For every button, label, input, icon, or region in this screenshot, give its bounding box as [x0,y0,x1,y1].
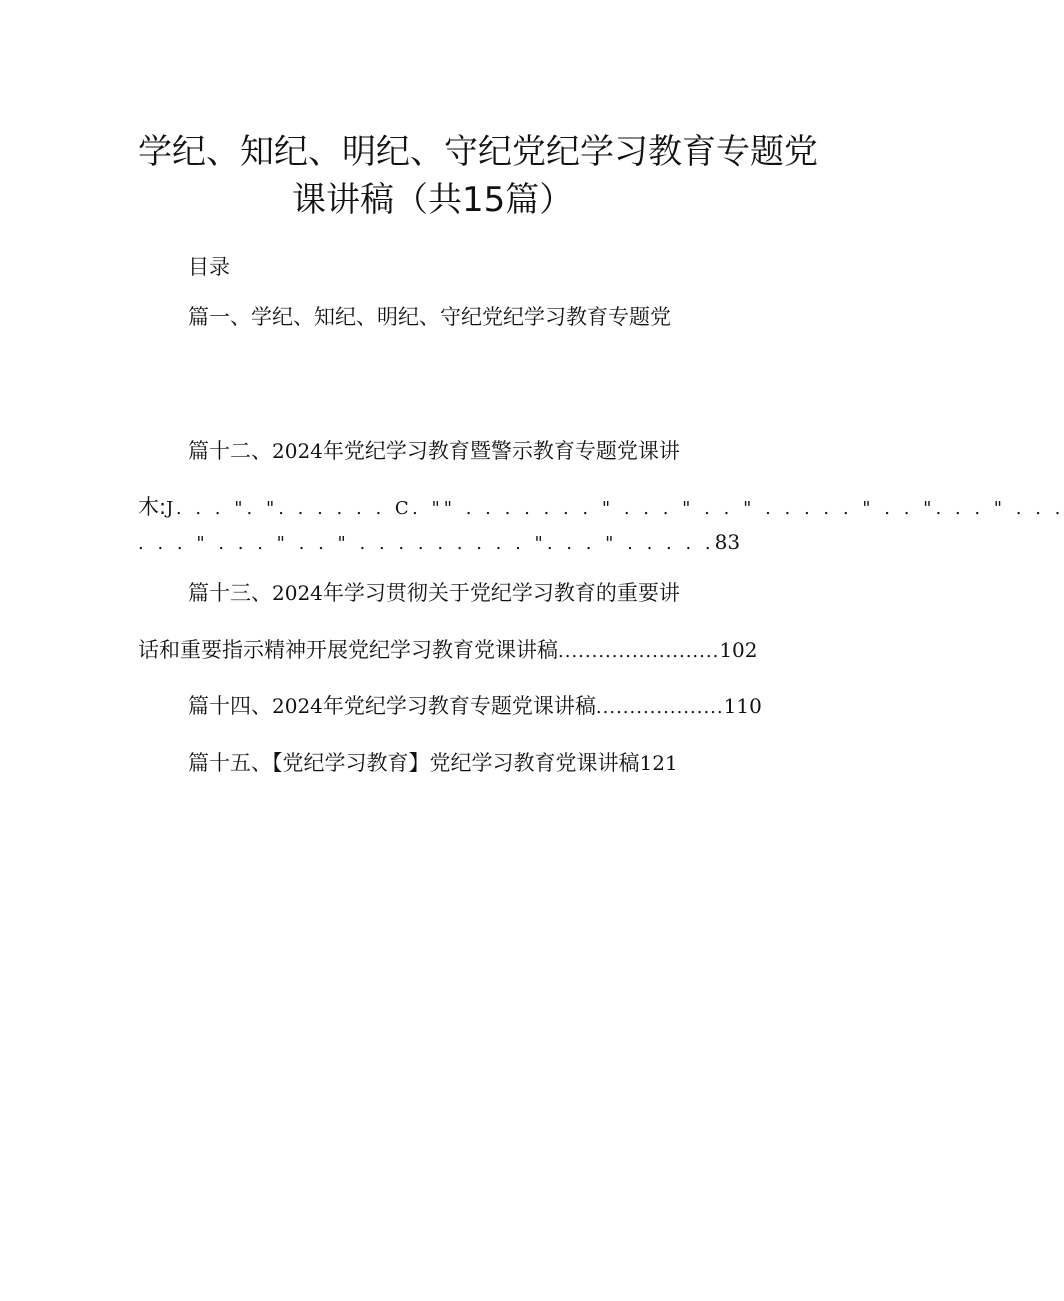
toc-entry-13-page: 102 [719,638,758,662]
toc-entry-12-line-2 [138,492,1064,524]
title-line-2: 课讲稿（共15篇） [292,180,574,220]
toc-entry-13-line-2 [138,635,758,667]
toc-entry-13-rest: 年学习贯彻关于党纪学习教育的重要讲 [322,581,680,605]
toc-entry-14-prefix: 篇十四、 [188,694,272,718]
toc-entry-12-year: 2024 [272,439,323,463]
toc-entry-15[interactable] [188,748,678,778]
toc-entry-13-line2: 话和重要指示精神开展党纪学习教育党课讲稿 [138,638,558,662]
toc-entry-12-page: 83 [714,530,741,554]
toc-entry-12-line-3 [138,527,740,559]
toc-entry-12-line3-garbled: . . . " . . . " . . " . . . . . . . . . ". . . " . . . . . [138,533,715,554]
toc-entry-14-year: 2024 [272,694,323,718]
toc-entry-12-rest: 年党纪学习教育暨警示教育专题党课讲 [322,439,680,463]
toc-entry-12[interactable] [188,436,680,466]
toc-entry-14-rest: 年党纪学习教育专题党课讲稿 [322,694,596,718]
toc-entry-13-year: 2024 [272,581,323,605]
title-line-1: 学纪、知纪、明纪、守纪党纪学习教育专题党 [138,132,818,172]
toc-entry-14[interactable] [188,691,762,723]
toc-entry-13-prefix: 篇十三、 [188,581,272,605]
toc-entry-12-line2-char: 木: [138,495,167,519]
toc-entry-14-dots: ................... [595,697,724,718]
toc-entry-1-label: 篇一、学纪、知纪、明纪、守纪党纪学习教育专题党 [188,305,671,329]
toc-entry-13[interactable] [188,578,680,608]
toc-entry-14-page: 110 [723,694,762,718]
toc-entry-15-page: 121 [639,751,678,775]
toc-entry-13-dots: ........................ [558,641,720,662]
toc-heading: 目录 [188,255,230,279]
toc-entry-12-line2-garbled: J. . . ". ". . . . . . C. "" . . . . . . . " . . . " . . " . . . . . " . . ". . . " . . . [166,498,1064,519]
toc-entry-12-prefix: 篇十二、 [188,439,272,463]
toc-entry-15-label: 篇十五、【党纪学习教育】党纪学习教育党课讲稿 [188,751,640,775]
toc-entry-1[interactable] [188,302,671,332]
